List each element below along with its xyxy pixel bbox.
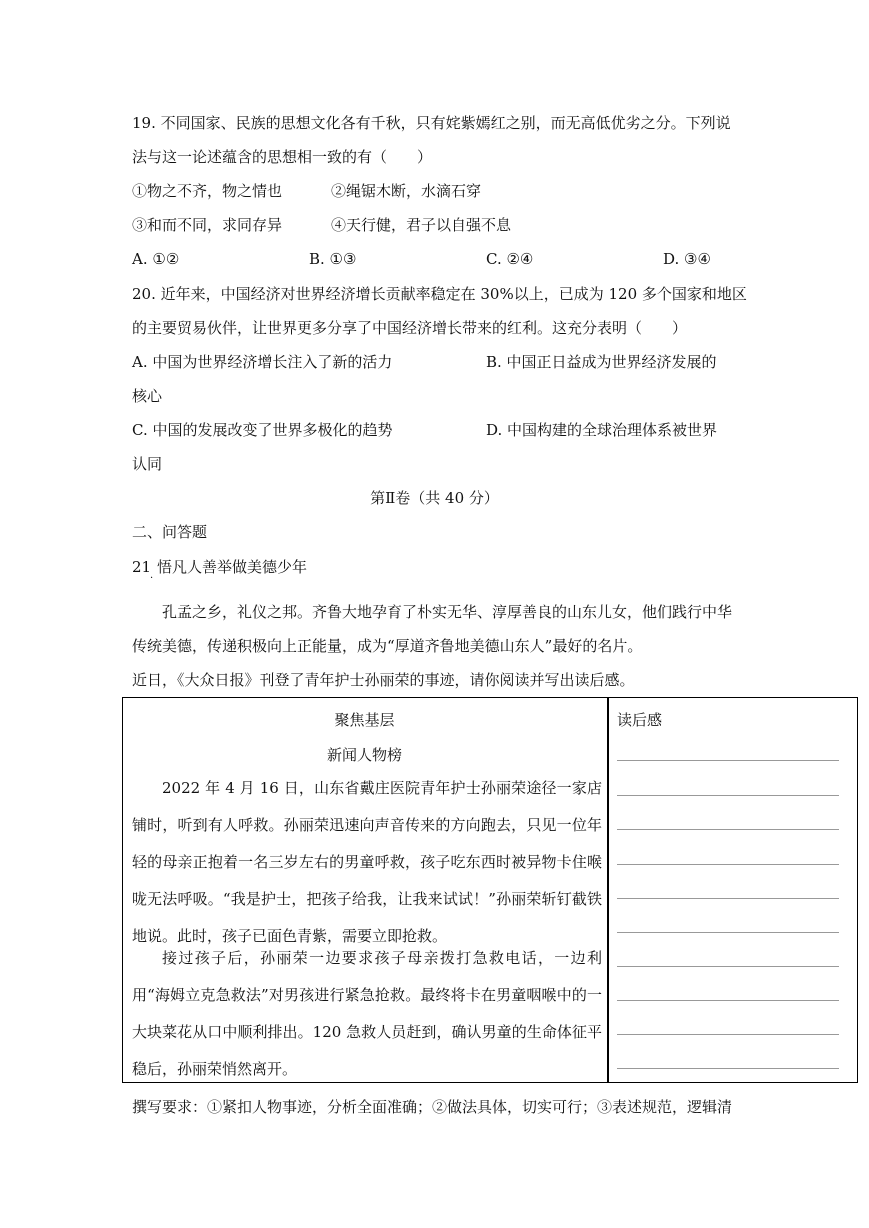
q21-para1-line2: 传统美德，传递积极向上正能量，成为“厚道齐鲁地美德山东人”最好的名片。 [132,637,643,655]
writing-line [617,1000,839,1001]
writing-line [617,829,839,830]
section-heading: 二、问答题 [132,523,208,541]
article-header-1: 聚焦基层 [334,711,395,729]
writing-line [617,932,839,933]
writing-line [617,1068,839,1069]
q20-option-b-wrap: 核心 [132,387,163,405]
q20-option-d-wrap: 认同 [132,455,163,473]
q20-stem-line2: 的主要贸易伙伴，让世界更多分享了中国经济增长带来的红利。这充分表明（ ） [132,319,688,337]
writing-line [617,898,839,899]
article-paragraph-1: 2022 年 4 月 16 日，山东省戴庄医院青年护士孙丽荣途径一家店铺时，听到有人呼救。孙丽荣迅速向声音传来的方向跑去，只见一位年轻的母亲正抱着一名三岁左右的男童呼救，孩子吃东西时被异物卡住喉咙无法呼吸。“我是护士，把孩子给我，让我来试试！”孙丽荣斩钉截铁地说。此时，孩子已面色青紫，需要立即抢救。 [132,779,602,945]
q19-item-1: ①物之不齐，物之情也 [132,182,283,200]
q21-para1-line1: 孔孟之乡，礼仪之邦。齐鲁大地孕育了朴实无华、淳厚善良的山东儿女，他们践行中华 [162,603,733,621]
writing-line [617,1034,839,1035]
article-header-2: 新闻人物榜 [326,746,402,764]
writing-line [617,760,839,761]
q20-option-b: B. 中国正日益成为世界经济发展的 [486,353,717,371]
q20-option-d: D. 中国构建的全球治理体系被世界 [486,421,718,439]
q19-item-4: ④天行健，君子以自强不息 [331,216,512,234]
q19-option-c: C. ②④ [486,250,534,268]
writing-requirements: 撰写要求：①紧扣人物事迹，分析全面准确；②做法具体，切实可行；③表述规范，逻辑清 [132,1098,733,1116]
q21-para2: 近日，《大众日报》刊登了青年护士孙丽荣的事迹，请你阅读并写出读后感。 [132,671,635,689]
q20-option-a: A. 中国为世界经济增长注入了新的活力 [132,353,393,371]
article-paragraph-2: 接过孩子后，孙丽荣一边要求孩子母亲拨打急救电话，一边利用“海姆立克急救法”对男孩进行紧急抢救。最终将卡在男童咽喉中的一大块菜花从口中顺利排出。120 急救人员赶到，确认男童的生命体征平稳后，孙丽荣悄然离开。 [132,949,602,1078]
q21-number-dot: · [150,573,154,584]
section-title: 第Ⅱ卷（共 40 分） [370,489,499,507]
writing-line [617,795,839,796]
q19-option-a: A. ①② [132,250,180,268]
q19-option-b: B. ①③ [309,250,357,268]
q19-stem-line2: 法与这一论述蕴含的思想相一致的有（ ） [132,148,433,166]
q19-item-2: ②绳锯木断，水滴石穿 [331,182,482,200]
reflection-label: 读后感 [617,711,663,729]
q20-option-c: C. 中国的发展改变了世界多极化的趋势 [132,421,393,439]
q21-title: 悟凡人善举做美德少年 [157,558,308,576]
q19-stem-line1: 19. 不同国家、民族的思想文化各有千秋，只有姹紫嫣红之别，而无高低优劣之分。下列说 [132,114,731,132]
writing-line [617,864,839,865]
q19-item-3: ③和而不同，求同存异 [132,216,283,234]
writing-line [617,966,839,967]
q20-stem-line1: 20. 近年来，中国经济对世界经济增长贡献率稳定在 30%以上，已成为 120 多个国家和地区 [132,285,747,303]
q19-option-d: D. ③④ [663,250,711,268]
q21-number: 21 [132,558,152,576]
table-divider [607,697,609,1083]
